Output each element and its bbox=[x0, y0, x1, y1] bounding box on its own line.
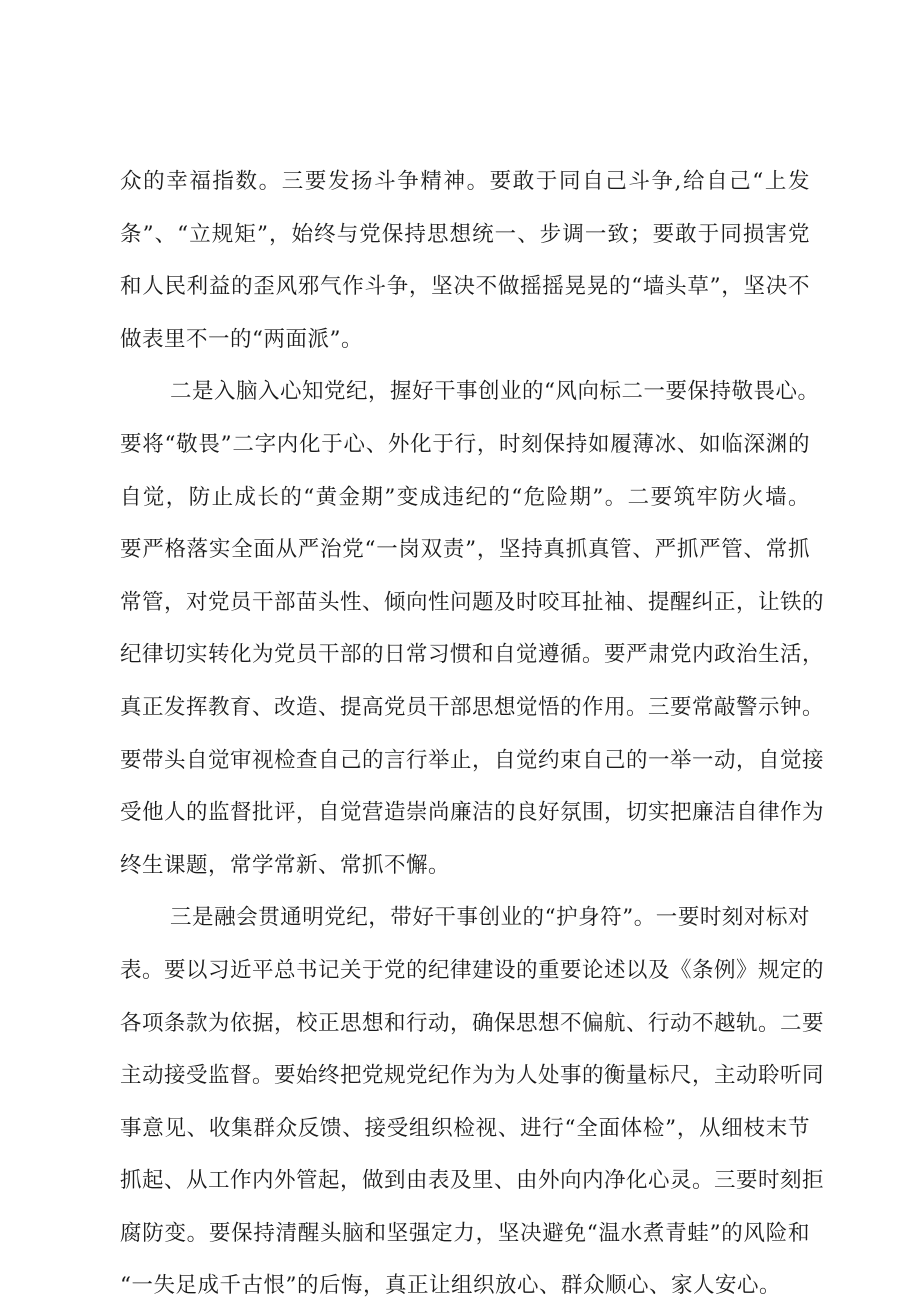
paragraph-2-line-7: 真正发挥教育、改造、提高党员干部思想觉悟的作用。三要常敲警示钟。 bbox=[120, 694, 825, 720]
paragraph-1-line-4: 做表里不一的“两面派”。 bbox=[120, 326, 363, 352]
paragraph-3-line-5: 事意见、收集群众反馈、接受组织检视、进行“全面体检”，从细枝末节 bbox=[120, 1115, 810, 1141]
paragraph-1-line-2: 条”、“立规矩”，始终与党保持思想统一、步调一致；要敢于同损害党 bbox=[120, 221, 810, 247]
paragraph-3-line-3: 各项条款为依据，校正思想和行动，确保思想不偏航、行动不越轨。二要 bbox=[120, 1010, 825, 1036]
paragraph-2-line-6: 纪律切实转化为党员干部的日常习惯和自觉遵循。要严肃党内政治生活， bbox=[120, 642, 825, 668]
paragraph-1-line-3: 和人民利益的歪风邪气作斗争，坚决不做摇摇晃晃的“墙头草”，坚决不 bbox=[120, 274, 810, 300]
paragraph-1-line-1: 众的幸福指数。三要发扬斗争精神。要敢于同自己斗争,给自己“上发 bbox=[120, 169, 810, 194]
paragraph-3-line-6: 抓起、从工作内外管起，做到由表及里、由外向内净化心灵。三要时刻拒 bbox=[120, 1168, 825, 1194]
document-body bbox=[120, 156, 825, 1313]
paragraph-2-line-1: 二是入脑入心知党纪，握好干事创业的“风向标二一要保持敬畏心。 bbox=[170, 379, 820, 405]
paragraph-2-line-5: 常管，对党员干部苗头性、倾向性问题及时咬耳扯袖、提醒纠正，让铁的 bbox=[120, 589, 825, 615]
paragraph-2-line-2: 要将“敬畏”二字内化于心、外化于行，时刻保持如履薄冰、如临深渊的 bbox=[120, 431, 810, 457]
paragraph-3-line-2: 表。要以习近平总书记关于党的纪律建设的重要论述以及《条例》规定的 bbox=[120, 957, 825, 983]
paragraph-3-line-1: 三是融会贯通明党纪，带好干事创业的“护身符”。一要时刻对标对 bbox=[170, 905, 810, 931]
paragraph-3-line-7: 腐防变。要保持清醒头脑和坚强定力，坚决避免“温水煮青蛙”的风险和 bbox=[120, 1220, 810, 1246]
paragraph-2-line-4: 要严格落实全面从严治党“一岗双责”，坚持真抓真管、严抓严管、常抓 bbox=[120, 537, 810, 563]
paragraph-2-line-8: 要带头自觉审视检查自己的言行举止，自觉约束自己的一举一动，自觉接 bbox=[120, 747, 825, 773]
paragraph-3-line-8: “一失足成千古恨”的后悔，真正让组织放心、群众顺心、家人安心。 bbox=[120, 1273, 781, 1299]
paragraph-2-line-10: 终生课题，常学常新、常抓不懈。 bbox=[120, 852, 451, 878]
paragraph-2-line-9: 受他人的监督批评，自觉营造崇尚廉洁的良好氛围，切实把廉洁自律作为 bbox=[120, 800, 825, 826]
paragraph-3-line-4: 主动接受监督。要始终把党规党纪作为为人处事的衡量标尺，主动聆听同 bbox=[120, 1063, 825, 1089]
paragraph-2-line-3: 自觉，防止成长的“黄金期”变成违纪的“危险期”。二要筑牢防火墙。 bbox=[120, 484, 810, 510]
